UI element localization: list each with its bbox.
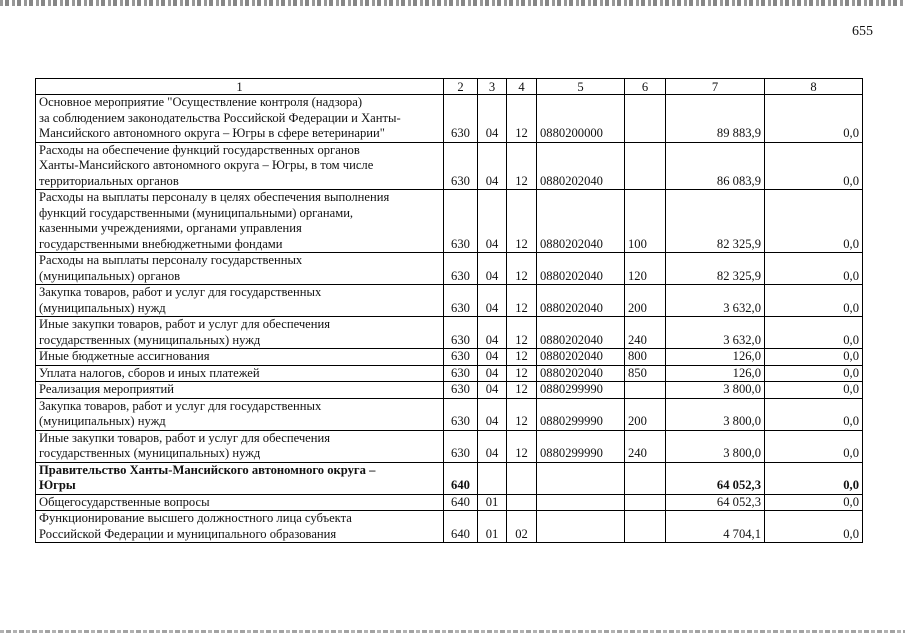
section-code-cell: 04	[478, 382, 507, 399]
amount-cell: 126,0	[666, 365, 765, 382]
row-name-cell: Основное мероприятие "Осуществление контроля (надзора) за соблюдением законодательства Российской Федерации и Ханты- Мансийского автономного округа – Югры в сфере ветеринарии"	[36, 95, 444, 143]
section-code-cell: 04	[478, 317, 507, 349]
admin-code-cell: 630	[444, 382, 478, 399]
table-row	[36, 398, 863, 430]
section-code-cell: 01	[478, 511, 507, 543]
admin-code-cell: 640	[444, 462, 478, 494]
header-cell-2: 2	[444, 79, 478, 95]
amount-share-cell: 0,0	[765, 142, 863, 190]
amount-share-cell: 0,0	[765, 462, 863, 494]
row-name-cell: Иные закупки товаров, работ и услуг для обеспечения государственных (муниципальных) нужд	[36, 317, 444, 349]
expense-type-cell: 240	[625, 430, 666, 462]
row-name-cell: Расходы на выплаты персоналу государственных (муниципальных) органов	[36, 253, 444, 285]
section-code-cell: 04	[478, 365, 507, 382]
section-code-cell: 04	[478, 430, 507, 462]
amount-cell: 3 800,0	[666, 398, 765, 430]
row-name-cell: Закупка товаров, работ и услуг для государственных (муниципальных) нужд	[36, 285, 444, 317]
target-article-cell: 0880299990	[537, 398, 625, 430]
admin-code-cell: 630	[444, 285, 478, 317]
admin-code-cell: 640	[444, 511, 478, 543]
row-name-cell: Иные бюджетные ассигнования	[36, 349, 444, 366]
target-article-cell: 0880202040	[537, 349, 625, 366]
expense-type-cell: 200	[625, 398, 666, 430]
table-row	[36, 253, 863, 285]
expense-type-cell	[625, 494, 666, 511]
admin-code-cell: 630	[444, 142, 478, 190]
target-article-cell: 0880202040	[537, 365, 625, 382]
amount-share-cell: 0,0	[765, 398, 863, 430]
expense-type-cell: 800	[625, 349, 666, 366]
expense-type-cell: 200	[625, 285, 666, 317]
row-name-cell: Расходы на выплаты персоналу в целях обеспечения выполнения функций государственными (муниципальными) органами, казенными учреждениями, органами управления государственными внебюджетными фондами	[36, 190, 444, 253]
expense-type-cell	[625, 382, 666, 399]
amount-cell: 82 325,9	[666, 253, 765, 285]
subsection-code-cell: 12	[507, 142, 537, 190]
row-name-cell: Реализация мероприятий	[36, 382, 444, 399]
table-row	[36, 95, 863, 143]
admin-code-cell: 630	[444, 349, 478, 366]
amount-share-cell: 0,0	[765, 349, 863, 366]
table-row	[36, 190, 863, 253]
expense-type-cell: 120	[625, 253, 666, 285]
subsection-code-cell: 12	[507, 253, 537, 285]
header-cell-4: 4	[507, 79, 537, 95]
amount-cell: 89 883,9	[666, 95, 765, 143]
amount-cell: 126,0	[666, 349, 765, 366]
header-cell-3: 3	[478, 79, 507, 95]
target-article-cell: 0880200000	[537, 95, 625, 143]
table-row	[36, 365, 863, 382]
amount-share-cell: 0,0	[765, 365, 863, 382]
table-row	[36, 462, 863, 494]
amount-share-cell: 0,0	[765, 511, 863, 543]
section-code-cell: 04	[478, 142, 507, 190]
header-cell-1: 1	[36, 79, 444, 95]
header-row	[36, 79, 863, 95]
header-cell-6: 6	[625, 79, 666, 95]
subsection-code-cell: 12	[507, 398, 537, 430]
subsection-code-cell: 12	[507, 285, 537, 317]
amount-share-cell: 0,0	[765, 317, 863, 349]
row-name-cell: Правительство Ханты-Мансийского автономного округа – Югры	[36, 462, 444, 494]
table-row	[36, 349, 863, 366]
subsection-code-cell	[507, 462, 537, 494]
section-code-cell: 04	[478, 398, 507, 430]
amount-share-cell: 0,0	[765, 382, 863, 399]
subsection-code-cell: 12	[507, 95, 537, 143]
target-article-cell: 0880202040	[537, 317, 625, 349]
target-article-cell: 0880299990	[537, 382, 625, 399]
amount-cell: 82 325,9	[666, 190, 765, 253]
target-article-cell: 0880202040	[537, 285, 625, 317]
target-article-cell: 0880202040	[537, 253, 625, 285]
admin-code-cell: 630	[444, 398, 478, 430]
scan-bottom-edge	[0, 630, 905, 633]
budget-table	[35, 78, 863, 543]
subsection-code-cell: 12	[507, 317, 537, 349]
admin-code-cell: 630	[444, 317, 478, 349]
table-body	[36, 79, 863, 543]
expense-type-cell: 240	[625, 317, 666, 349]
admin-code-cell: 630	[444, 253, 478, 285]
subsection-code-cell: 12	[507, 349, 537, 366]
row-name-cell: Уплата налогов, сборов и иных платежей	[36, 365, 444, 382]
table-row	[36, 430, 863, 462]
amount-share-cell: 0,0	[765, 494, 863, 511]
section-code-cell	[478, 462, 507, 494]
target-article-cell: 0880299990	[537, 430, 625, 462]
header-cell-7: 7	[666, 79, 765, 95]
section-code-cell: 01	[478, 494, 507, 511]
subsection-code-cell: 12	[507, 190, 537, 253]
row-name-cell: Расходы на обеспечение функций государственных органов Ханты-Мансийского автономного округа – Югры, в том числе территориальных органов	[36, 142, 444, 190]
amount-share-cell: 0,0	[765, 95, 863, 143]
amount-cell: 3 800,0	[666, 430, 765, 462]
header-cell-8: 8	[765, 79, 863, 95]
subsection-code-cell: 12	[507, 430, 537, 462]
target-article-cell	[537, 494, 625, 511]
section-code-cell: 04	[478, 95, 507, 143]
target-article-cell	[537, 462, 625, 494]
admin-code-cell: 630	[444, 430, 478, 462]
subsection-code-cell: 12	[507, 365, 537, 382]
amount-cell: 4 704,1	[666, 511, 765, 543]
amount-share-cell: 0,0	[765, 253, 863, 285]
admin-code-cell: 630	[444, 190, 478, 253]
target-article-cell: 0880202040	[537, 142, 625, 190]
section-code-cell: 04	[478, 253, 507, 285]
table-row	[36, 511, 863, 543]
row-name-cell: Закупка товаров, работ и услуг для государственных (муниципальных) нужд	[36, 398, 444, 430]
target-article-cell: 0880202040	[537, 190, 625, 253]
amount-share-cell: 0,0	[765, 285, 863, 317]
amount-cell: 86 083,9	[666, 142, 765, 190]
admin-code-cell: 630	[444, 95, 478, 143]
row-name-cell: Функционирование высшего должностного лица субъекта Российской Федерации и муниципального образования	[36, 511, 444, 543]
amount-cell: 64 052,3	[666, 462, 765, 494]
expense-type-cell	[625, 142, 666, 190]
admin-code-cell: 630	[444, 365, 478, 382]
table-row	[36, 382, 863, 399]
section-code-cell: 04	[478, 285, 507, 317]
expense-type-cell	[625, 511, 666, 543]
subsection-code-cell	[507, 494, 537, 511]
table-row	[36, 494, 863, 511]
subsection-code-cell: 12	[507, 382, 537, 399]
page-number: 655	[852, 24, 873, 39]
header-cell-5: 5	[537, 79, 625, 95]
row-name-cell: Иные закупки товаров, работ и услуг для обеспечения государственных (муниципальных) нужд	[36, 430, 444, 462]
expense-type-cell	[625, 95, 666, 143]
amount-cell: 64 052,3	[666, 494, 765, 511]
table-row	[36, 317, 863, 349]
amount-cell: 3 632,0	[666, 317, 765, 349]
table-row	[36, 142, 863, 190]
table-row	[36, 285, 863, 317]
expense-type-cell: 850	[625, 365, 666, 382]
amount-share-cell: 0,0	[765, 190, 863, 253]
row-name-cell: Общегосударственные вопросы	[36, 494, 444, 511]
target-article-cell	[537, 511, 625, 543]
subsection-code-cell: 02	[507, 511, 537, 543]
section-code-cell: 04	[478, 190, 507, 253]
section-code-cell: 04	[478, 349, 507, 366]
amount-cell: 3 800,0	[666, 382, 765, 399]
amount-cell: 3 632,0	[666, 285, 765, 317]
expense-type-cell	[625, 462, 666, 494]
scan-top-edge	[0, 0, 905, 6]
amount-share-cell: 0,0	[765, 430, 863, 462]
admin-code-cell: 640	[444, 494, 478, 511]
expense-type-cell: 100	[625, 190, 666, 253]
